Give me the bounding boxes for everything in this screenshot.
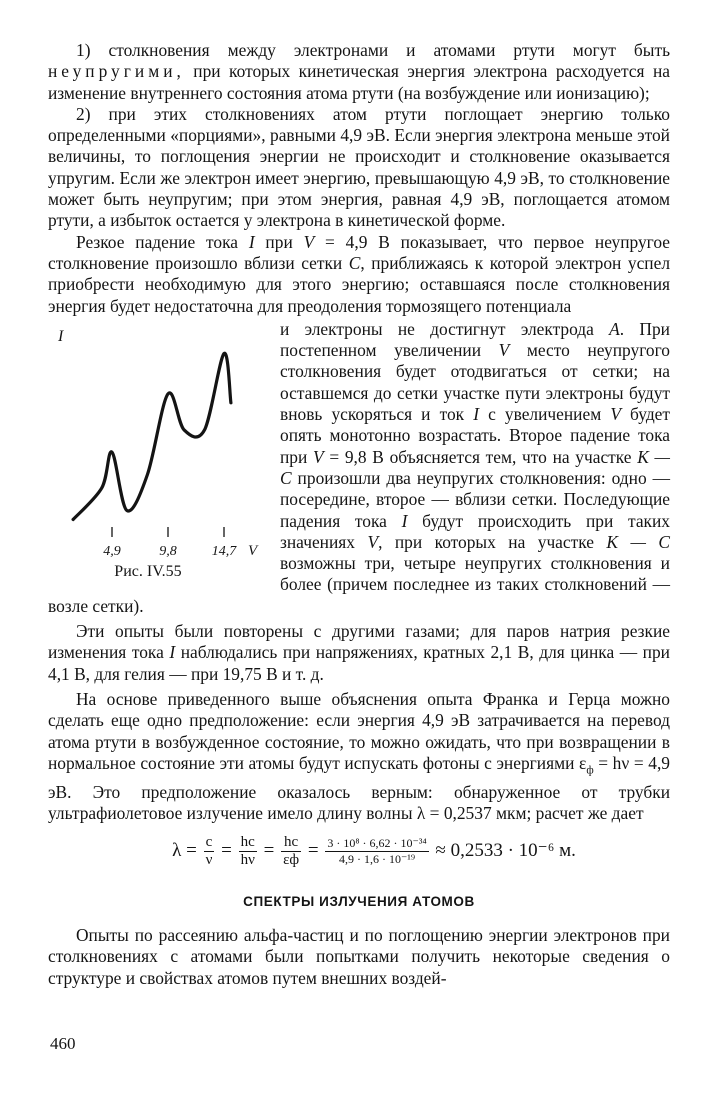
x-tick-label: 14,7 bbox=[211, 543, 237, 559]
x-tick-label: 9,8 bbox=[159, 543, 177, 559]
formula-lambda: λ = bbox=[172, 840, 197, 862]
frac-c-nu: $\frac{c}{\nu}$ bbox=[205, 834, 213, 869]
paragraph-5: На основе приведенного выше объяснения опыта Франка и Герца можно сделать еще одно предположение: если энергия 4,9 эВ затрачивается на перевод атома ртути в возбужденное состояние, то можно ожидать, что при возвращении в нормальное состояние эти атомы будут испускать фотоны с энергиями $\varepsilon_ф = h\nu = 4,9$ эВ. Это предположение оказалось верным: обнаруженное от трубки ультрафиолетовое излучение имело длину волны λ = 0,2537 мкм; расчет же дает bbox=[48, 688, 671, 823]
text: при которых кинетическая энергия электрона расходуется на изменение внутреннего состояния атома ртути (на возбуждение или ионизацию); bbox=[48, 61, 670, 103]
spaced-emphasis: неупругими, bbox=[48, 61, 185, 82]
paragraph-4: Эти опыты были повторены с другими газами; для паров натрия резкие изменения тока I наблюдались при напряжениях, кратных 2,1 В, для цинка — при 4,1 В, для гелия — при 19,75 В и т. д. bbox=[48, 621, 670, 684]
current-curve bbox=[73, 353, 231, 519]
paragraph-3: Резкое падение тока I при V = 4,9 В показывает, что первое неупругое столкновение произошло вблизи сетки C, приближаясь к которой электрон успел приобрести необходимую для этого энергию; оставшаяся после столкновения энергия будет недостаточна для преодоления тормозящего потенциала bbox=[48, 231, 670, 316]
wavelength-formula: λ = $\frac{c}{\nu}$ = $\frac{hc}{h\nu}$ = $\frac{hc}{\varepsilon ф}$ = $\frac{\text{3 · 10⁸ · 6,62 · 10⁻³⁴}}{\text{4,9 · 1,6 · 10⁻¹⁹}}$ ≈ 0,2533 · 10⁻⁶ м. bbox=[172, 834, 576, 869]
paragraph-2 bbox=[48, 104, 670, 232]
text: 2) при этих столкновениях атом ртути поглощает энергию только определенными «порциями», равными 4,9 эВ. Если энергия электрона меньше этой величины, то поглощения энергии не происходит и столкновение оказывается упругим. Если же электрон имеет энергию, превышающую 4,9 эВ, то столкновение может быть неупругим; при этом энергия, равная 4,9 эВ, поглощается атомом ртути, а избыток остается у электрона в кинетической форме. bbox=[48, 103, 670, 231]
paragraph-6: Опыты по рассеянию альфа-частиц и по поглощению энергии электронов при столкновениях с атомами были попытками получить некоторые сведения о структуре и свойствах атомов путем внешних воздей- bbox=[48, 925, 670, 988]
frank-hertz-chart bbox=[48, 319, 268, 563]
page-number: 460 bbox=[50, 1034, 76, 1053]
x-axis-label: V bbox=[248, 542, 258, 559]
frac-hc-eps: $\frac{hc}{\varepsilon ф}$ bbox=[283, 834, 300, 869]
formula-result: ≈ 0,2533 · 10⁻⁶ м. bbox=[435, 840, 576, 862]
paragraph-1 bbox=[48, 40, 670, 104]
text: 1) столкновения между электронами и атомами ртути могут быть bbox=[76, 40, 670, 60]
section-heading: СПЕКТРЫ ИЗЛУЧЕНИЯ АТОМОВ bbox=[243, 894, 475, 910]
paragraph-3-cont: и электроны не достигнут электрода A. При постепенном увеличении V место неупругого столкновения будет отодвигаться от сетки; на оставшемся до сетки участке пути электроны будут вновь ускоряться и ток I с увеличением V будет опять монотонно возрастать. Второе падение тока при V = 9,8 В объясняется тем, что на участке K — C произошли два неупругих столкновения: одно — посередине, второе — вблизи сетки. Последующие падения тока I будут происходить при таких значениях V, при которых на участке K — C возможны три, четыре неупругих столкновения и более (причем последнее из таких столкновений — возле сетки). bbox=[48, 318, 670, 616]
page bbox=[48, 40, 670, 989]
frac-hc-hnu: $\frac{hc}{h\nu}$ bbox=[240, 834, 255, 869]
y-axis-label: I bbox=[58, 327, 64, 345]
frac-numeric: $\frac{\text{3 · 10⁸ · 6,62 · 10⁻³⁴}}{\text{4,9 · 1,6 · 10⁻¹⁹}}$ bbox=[327, 836, 427, 867]
figure-iv-55 bbox=[48, 319, 268, 591]
x-tick-label: 4,9 bbox=[103, 543, 121, 559]
figure-caption: Рис. IV.55 bbox=[114, 562, 182, 580]
